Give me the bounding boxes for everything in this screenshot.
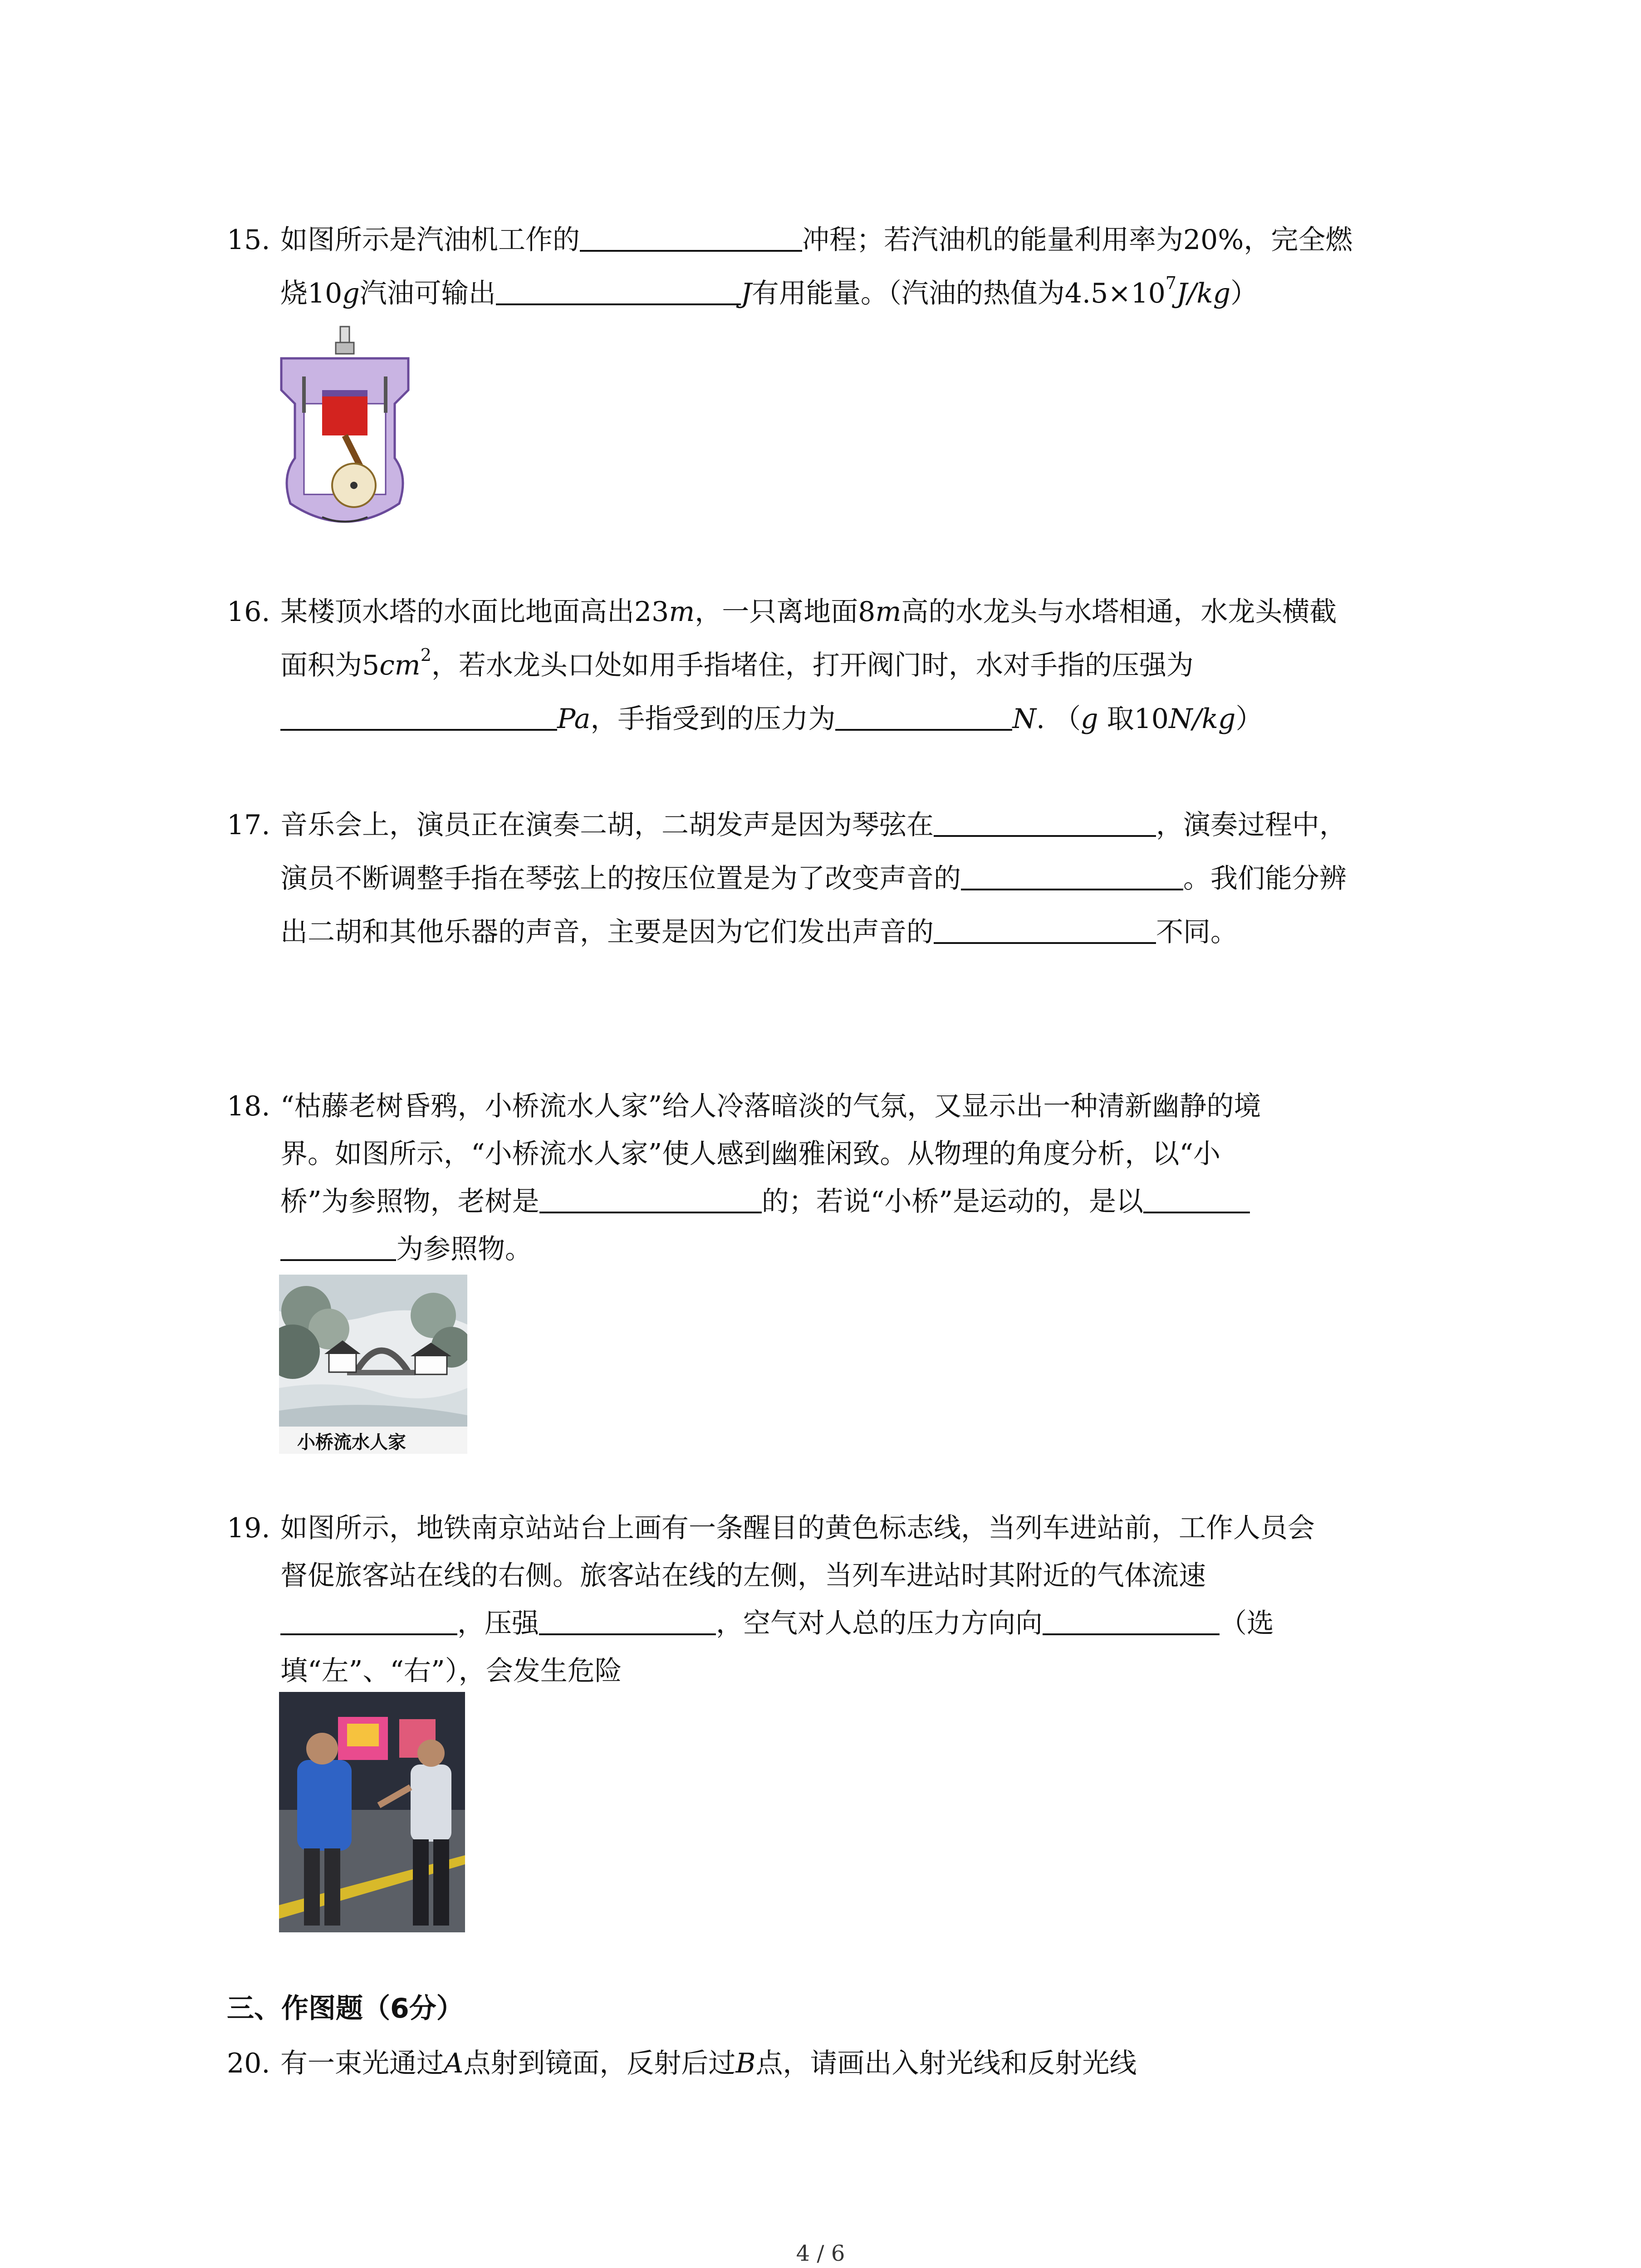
- answer-blank[interactable]: [1143, 1183, 1250, 1213]
- answer-blank[interactable]: [961, 860, 1183, 890]
- answer-blank[interactable]: [539, 1183, 762, 1213]
- answer-blank[interactable]: [835, 701, 1012, 731]
- answer-blank[interactable]: [496, 275, 741, 305]
- answer-blank[interactable]: [539, 1605, 716, 1635]
- page-number: 4 / 6: [796, 2241, 845, 2266]
- answer-blank[interactable]: [934, 807, 1156, 837]
- answer-blank[interactable]: [1043, 1605, 1220, 1635]
- answer-blank[interactable]: [934, 914, 1156, 944]
- subway-platform-photo: [279, 1692, 465, 1932]
- exam-page: 15. 如图所示是汽油机工作的 冲程；若汽油机的能量利用率为20%，完全燃 烧10g汽油可输出 J有用能量。（汽油的热值为$4.5\times 10^7J/kg$） 16. 某楼顶水塔的水面比地面高出23m，一只离地面8m高的水龙头与水塔相通，水龙头横截 面积为$5cm^2$，若水龙头口处如用手指堵住，打开阀门时，水对手指的压强为 Pa，手指受到的压力为 N. （g 取10N/kg） 17. 音乐会上，演员正在演奏二胡，二胡发声是因为琴弦在 ，演奏过程中， 演员不断调整手指在琴弦上的按压位置是为了改变声音的 。我们能分辨 出二胡和其他乐器的声音，主要是因为它们发出声音的 不同。 18. “枯藤老树昏鸦，小桥流水人家”给人冷落暗淡的气氛，又显示出一种清新幽静的境 界。如图所示，“小桥流水人家”使人感到幽雅闲致。从物理的角度分析，以“小 桥”为参照物，老树是 的；若说“小桥”是运动的，是以 为参照物。 小桥流水人家 19. 如图所示，地铁南京站站台上画有一条醒目的黄色标志线，当列车进站前，工作人员会 督促旅客站在线的右侧。旅客站在线的左侧，当列车进站时其附近的气体流速 ，压强 ，空气对人总的压力方向向 （选 填“左”、“右”），会发生危险 三、作图题（6分） 20. 有一束光通过A点射到镜面，反射后过B点，请画出入射光线和反射光线 4 / 6: [0, 0, 1641, 2268]
- question-number: 17.: [227, 809, 270, 841]
- engine-cylinder-figure: [272, 322, 417, 540]
- answer-blank[interactable]: [280, 1605, 457, 1635]
- answer-blank[interactable]: [580, 222, 802, 252]
- painting-image: [279, 1275, 467, 1427]
- section-header: 三、作图题（6分）: [227, 1993, 464, 2024]
- question-number: 18.: [227, 1090, 270, 1122]
- question-number: 19.: [227, 1512, 270, 1544]
- answer-blank[interactable]: [280, 1231, 396, 1261]
- question-number: 20.: [227, 2048, 270, 2079]
- question-number: 16.: [227, 596, 270, 628]
- figure-caption: 小桥流水人家: [297, 1432, 406, 1453]
- question-number: 15.: [227, 224, 270, 256]
- answer-blank[interactable]: [280, 701, 557, 731]
- bridge-painting-figure: [279, 1275, 467, 1454]
